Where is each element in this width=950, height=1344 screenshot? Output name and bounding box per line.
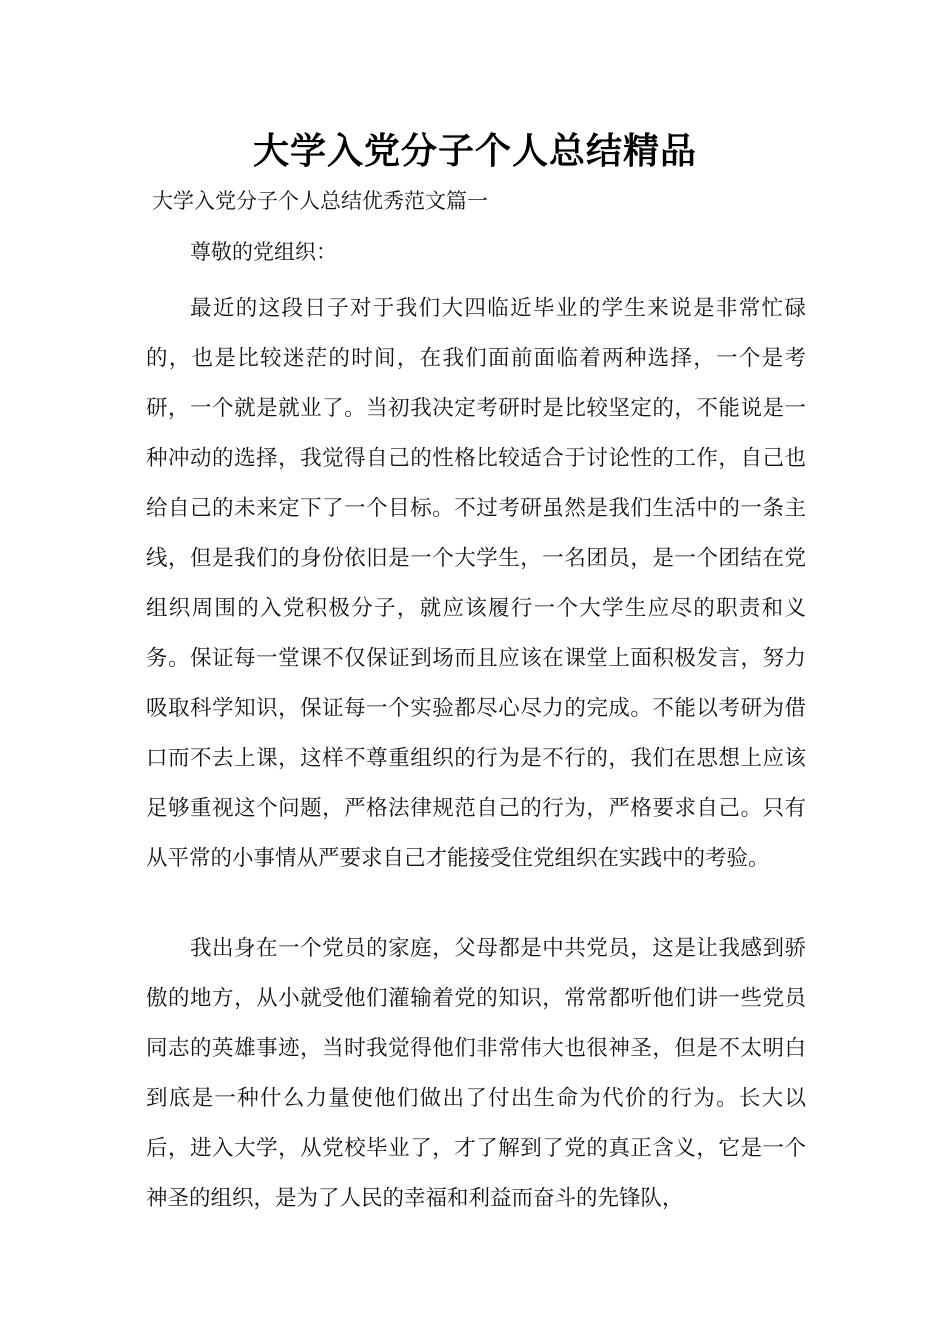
salutation: 尊敬的党组织：	[190, 240, 337, 264]
document-subtitle: 大学入党分子个人总结优秀范文篇一	[152, 189, 488, 213]
body-paragraph: 最近的这段日子对于我们大四临近毕业的学生来说是非常忙碌的，也是比较迷茫的时间，在我们面前面临着两种选择，一个是考研，一个就是就业了。当初我决定考研时是比较坚定的，不能说是一种冲动的选择，我觉得自己的性格比较适合于讨论性的工作，自己也给自己的未来定下了一个目标。不过考研虽然是我们生活中的一条主线，但是我们的身份依旧是一个大学生，一名团员，是一个团结在党组织周围的入党积极分子，就应该履行一个大学生应尽的职责和义务。保证每一堂课不仅保证到场而且应该在课堂上面积极发言，努力吸取科学知识，保证每一个实验都尽心尽力的完成。不能以考研为借口而不去上课，这样不尊重组织的行为是不行的，我们在思想上应该足够重视这个问题，严格法律规范自己的行为，严格要求自己。只有从平常的小事情从严要求自己才能接受住党组织在实践中的考验。	[146, 296, 806, 871]
document-title: 大学入党分子个人总结精品	[252, 131, 697, 172]
body-paragraph: 我出身在一个党员的家庭，父母都是中共党员，这是让我感到骄傲的地方，从小就受他们灌输着党的知识，常常都听他们讲一些党员同志的英雄事迹，当时我觉得他们非常伟大也很神圣，但是不太明白到底是一种什么力量使他们做出了付出生命为代价的行为。长大以后，进入大学，从党校毕业了，才了解到了党的真正含义，它是一个神圣的组织，是为了人民的幸福和利益而奋斗的先锋队，	[146, 936, 806, 1211]
